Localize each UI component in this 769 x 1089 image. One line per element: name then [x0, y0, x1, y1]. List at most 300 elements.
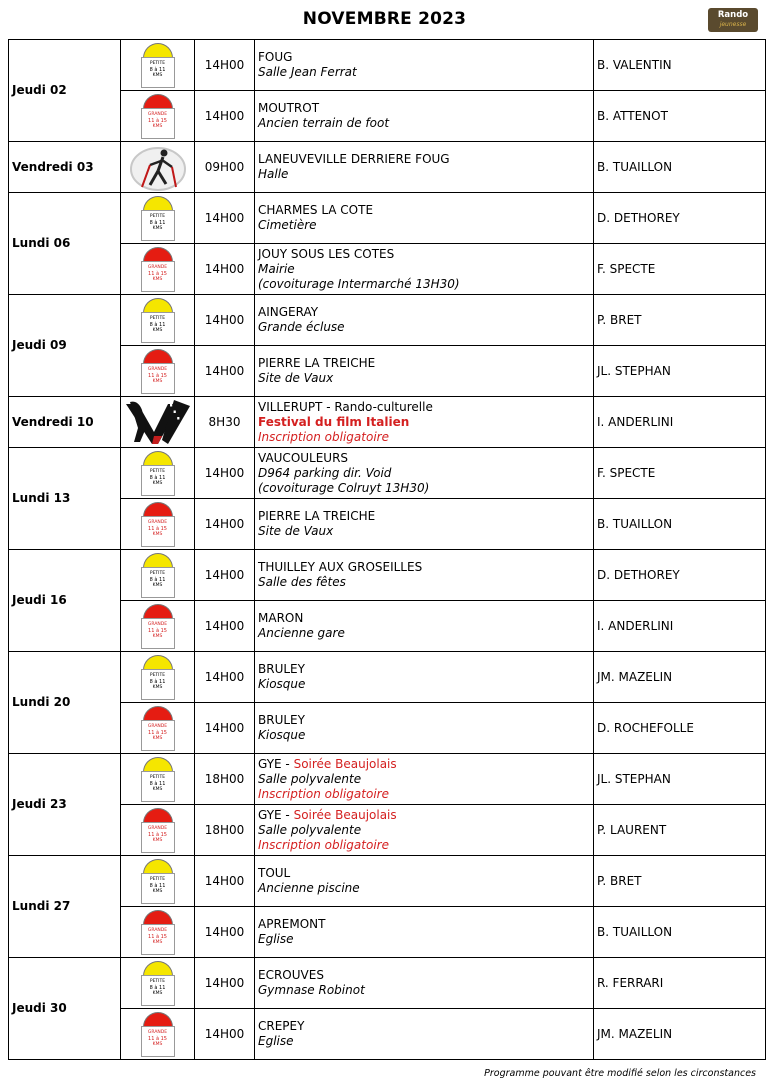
place-line	[258, 757, 593, 772]
event-highlight: Soirée Beaujolais	[293, 756, 397, 771]
time-cell: 14H00	[195, 499, 255, 550]
marker-name: GRANDE	[147, 111, 168, 117]
place-line	[258, 626, 593, 641]
place-line-text: Eglise	[258, 1034, 294, 1048]
marker-range: 11 à 15	[148, 831, 167, 838]
place-line	[258, 524, 593, 539]
marker-cap	[143, 859, 173, 874]
place-line	[258, 728, 593, 743]
icon-cell	[121, 907, 195, 958]
marker-name: GRANDE	[147, 927, 168, 933]
place-line	[258, 772, 593, 787]
marker-unit: KMS	[152, 735, 163, 741]
day-cell: Jeudi 30	[9, 958, 121, 1060]
marker-range: 11 à 15	[148, 372, 167, 379]
place-line-text: PIERRE LA TREICHE	[258, 356, 376, 370]
marker-post	[141, 57, 175, 88]
place-line	[258, 823, 593, 838]
grande-marker-icon	[141, 247, 175, 292]
petite-marker-icon	[141, 859, 175, 904]
place-line-text: CREPEY	[258, 1019, 305, 1033]
place-line-text: Inscription obligatoire	[258, 837, 389, 852]
icon-cell	[121, 805, 195, 856]
film-festival-icon	[124, 398, 192, 446]
petite-marker-icon	[141, 298, 175, 343]
marker-post	[141, 363, 175, 394]
place-cell	[255, 1009, 594, 1060]
place-cell	[255, 499, 594, 550]
place-line	[258, 371, 593, 386]
time-cell: 18H00	[195, 754, 255, 805]
marker-range: 8 à 11	[149, 66, 166, 73]
place-line	[258, 247, 593, 262]
place-line-text: MOUTROT	[258, 101, 320, 115]
guide-cell: D. DETHOREY	[594, 193, 766, 244]
schedule-table	[8, 39, 766, 1060]
marker-unit: KMS	[152, 1041, 163, 1047]
place-cell	[255, 244, 594, 295]
marker-unit: KMS	[152, 72, 163, 78]
guide-cell: B. ATTENOT	[594, 91, 766, 142]
place-cell	[255, 295, 594, 346]
marker-post	[141, 822, 175, 853]
marker-range: 8 à 11	[149, 576, 166, 583]
place-line	[258, 451, 593, 466]
place-line-text: Cimetière	[258, 218, 317, 232]
time-cell: 14H00	[195, 652, 255, 703]
marker-post	[141, 567, 175, 598]
time-cell: 14H00	[195, 907, 255, 958]
marker-name: GRANDE	[147, 366, 168, 372]
marker-unit: KMS	[152, 990, 163, 996]
guide-cell: I. ANDERLINI	[594, 601, 766, 652]
marker-post	[141, 312, 175, 343]
place-line	[258, 167, 593, 182]
icon-cell	[121, 295, 195, 346]
marker-unit: KMS	[152, 888, 163, 894]
marker-cap	[143, 553, 173, 568]
table-row	[9, 295, 766, 346]
place-cell	[255, 754, 594, 805]
guide-cell: D. ROCHEFOLLE	[594, 703, 766, 754]
marker-post	[141, 516, 175, 547]
table-row	[9, 142, 766, 193]
time-cell: 14H00	[195, 448, 255, 499]
guide-cell: B. VALENTIN	[594, 40, 766, 91]
place-line-text: THUILLEY AUX GROSEILLES	[258, 560, 423, 574]
place-line	[258, 662, 593, 677]
time-cell: 14H00	[195, 856, 255, 907]
marker-post	[141, 261, 175, 292]
nordic-walker-icon	[128, 143, 188, 191]
marker-name: GRANDE	[147, 264, 168, 270]
guide-cell: D. DETHOREY	[594, 550, 766, 601]
grande-marker-icon	[141, 502, 175, 547]
time-cell: 14H00	[195, 193, 255, 244]
marker-cap	[143, 196, 173, 211]
guide-cell: F. SPECTE	[594, 448, 766, 499]
place-line	[258, 415, 593, 430]
marker-unit: KMS	[152, 531, 163, 537]
table-row	[9, 244, 766, 295]
place-line-text: APREMONT	[258, 917, 326, 931]
place-line	[258, 560, 593, 575]
time-cell: 14H00	[195, 244, 255, 295]
place-line	[258, 983, 593, 998]
time-cell: 14H00	[195, 601, 255, 652]
icon-cell	[121, 958, 195, 1009]
place-line	[258, 400, 593, 415]
place-line	[258, 116, 593, 131]
place-line-text: Eglise	[258, 932, 294, 946]
icon-cell	[121, 142, 195, 193]
logo-line-2: jeunesse	[719, 21, 747, 28]
icon-cell	[121, 703, 195, 754]
marker-name: PETITE	[149, 774, 166, 780]
marker-post	[141, 669, 175, 700]
place-line-text: BRULEY	[258, 662, 305, 676]
marker-range: 11 à 15	[148, 525, 167, 532]
place-line	[258, 356, 593, 371]
time-cell: 14H00	[195, 550, 255, 601]
day-cell: Lundi 06	[9, 193, 121, 295]
place-line-text: BRULEY	[258, 713, 305, 727]
marker-name: GRANDE	[147, 723, 168, 729]
place-line-text: VILLERUPT - Rando-culturelle	[258, 399, 433, 414]
place-line-text: Kiosque	[258, 677, 306, 691]
petite-marker-icon	[141, 655, 175, 700]
place-line	[258, 203, 593, 218]
marker-range: 11 à 15	[148, 117, 167, 124]
marker-name: PETITE	[149, 60, 166, 66]
place-line	[258, 50, 593, 65]
place-line-text: MARON	[258, 611, 304, 625]
table-row	[9, 91, 766, 142]
icon-cell	[121, 499, 195, 550]
marker-post	[141, 924, 175, 955]
marker-post	[141, 618, 175, 649]
place-line-text: Kiosque	[258, 728, 306, 742]
place-line-text: Salle des fêtes	[258, 575, 346, 589]
marker-post	[141, 975, 175, 1006]
icon-cell	[121, 550, 195, 601]
day-cell: Jeudi 23	[9, 754, 121, 856]
place-line-text: PIERRE LA TREICHE	[258, 509, 376, 523]
table-row	[9, 346, 766, 397]
day-cell: Jeudi 02	[9, 40, 121, 142]
marker-range: 8 à 11	[149, 882, 166, 889]
place-line	[258, 152, 593, 167]
icon-cell	[121, 193, 195, 244]
place-line	[258, 575, 593, 590]
time-cell: 14H00	[195, 295, 255, 346]
table-row	[9, 703, 766, 754]
marker-unit: KMS	[152, 633, 163, 639]
place-line-text: Mairie	[258, 261, 295, 276]
place-line	[258, 838, 593, 853]
place-line	[258, 866, 593, 881]
marker-name: PETITE	[149, 213, 166, 219]
marker-range: 8 à 11	[149, 678, 166, 685]
place-line-text: CHARMES LA COTE	[258, 203, 374, 217]
time-cell: 09H00	[195, 142, 255, 193]
place-line-text: TOUL	[258, 866, 291, 880]
marker-name: GRANDE	[147, 621, 168, 627]
table-row	[9, 805, 766, 856]
marker-unit: KMS	[152, 939, 163, 945]
place-line-text: (covoiturage Intermarché 13H30)	[258, 276, 460, 291]
place-line	[258, 713, 593, 728]
table-row	[9, 601, 766, 652]
place-line-text: Gymnase Robinot	[258, 983, 365, 997]
place-cell	[255, 346, 594, 397]
marker-post	[141, 108, 175, 139]
place-line-text: (covoiturage Colruyt 13H30)	[258, 480, 430, 495]
place-line	[258, 305, 593, 320]
icon-cell	[121, 754, 195, 805]
place-line	[258, 218, 593, 233]
table-row	[9, 193, 766, 244]
marker-name: PETITE	[149, 315, 166, 321]
table-row	[9, 40, 766, 91]
place-line-text: Ancienne gare	[258, 626, 345, 640]
guide-cell: F. SPECTE	[594, 244, 766, 295]
marker-unit: KMS	[152, 327, 163, 333]
marker-cap	[143, 706, 173, 721]
marker-range: 8 à 11	[149, 474, 166, 481]
table-row	[9, 499, 766, 550]
marker-unit: KMS	[152, 225, 163, 231]
place-line	[258, 430, 593, 445]
marker-cap	[143, 451, 173, 466]
icon-cell	[121, 601, 195, 652]
petite-marker-icon	[141, 757, 175, 802]
place-cell	[255, 805, 594, 856]
guide-cell: JL. STEPHAN	[594, 754, 766, 805]
place-line	[258, 1034, 593, 1049]
marker-range: 8 à 11	[149, 780, 166, 787]
place-line-text: Salle polyvalente	[258, 822, 362, 837]
marker-cap	[143, 247, 173, 262]
marker-unit: KMS	[152, 786, 163, 792]
place-line	[258, 932, 593, 947]
place-cell	[255, 448, 594, 499]
place-cell	[255, 958, 594, 1009]
marker-cap	[143, 43, 173, 58]
guide-cell: P. BRET	[594, 856, 766, 907]
place-line	[258, 787, 593, 802]
place-line-text: D964 parking dir. Void	[258, 465, 392, 480]
club-logo	[708, 8, 758, 32]
table-row	[9, 448, 766, 499]
place-line-text: FOUG	[258, 50, 293, 64]
place-cell	[255, 142, 594, 193]
place-line-text: GYE -	[258, 756, 294, 771]
marker-unit: KMS	[152, 276, 163, 282]
table-row	[9, 652, 766, 703]
place-line	[258, 262, 593, 277]
guide-cell: P. LAURENT	[594, 805, 766, 856]
time-cell: 14H00	[195, 1009, 255, 1060]
grande-marker-icon	[141, 1012, 175, 1057]
place-line	[258, 509, 593, 524]
place-cell	[255, 856, 594, 907]
marker-range: 8 à 11	[149, 984, 166, 991]
marker-unit: KMS	[152, 582, 163, 588]
guide-cell: B. TUAILLON	[594, 499, 766, 550]
place-line-text: Inscription obligatoire	[258, 429, 389, 444]
marker-name: PETITE	[149, 876, 166, 882]
place-line-text: Halle	[258, 167, 289, 181]
place-cell	[255, 652, 594, 703]
guide-cell: R. FERRARI	[594, 958, 766, 1009]
day-cell: Vendredi 03	[9, 142, 121, 193]
marker-cap	[143, 298, 173, 313]
marker-range: 11 à 15	[148, 729, 167, 736]
marker-name: PETITE	[149, 468, 166, 474]
footer-note: Programme pouvant être modifié selon les circonstances	[484, 1068, 756, 1079]
time-cell: 14H00	[195, 346, 255, 397]
guide-cell: I. ANDERLINI	[594, 397, 766, 448]
place-line-text: JOUY SOUS LES COTES	[258, 246, 395, 261]
grande-marker-icon	[141, 604, 175, 649]
grande-marker-icon	[141, 808, 175, 853]
table-row	[9, 397, 766, 448]
place-cell	[255, 193, 594, 244]
day-cell: Lundi 27	[9, 856, 121, 958]
marker-cap	[143, 604, 173, 619]
place-cell	[255, 601, 594, 652]
marker-post	[141, 771, 175, 802]
marker-name: GRANDE	[147, 519, 168, 525]
place-line	[258, 277, 593, 292]
place-line-text: Festival du film Italien	[258, 414, 410, 429]
time-cell: 14H00	[195, 91, 255, 142]
marker-unit: KMS	[152, 378, 163, 384]
marker-range: 8 à 11	[149, 321, 166, 328]
place-line	[258, 611, 593, 626]
place-line	[258, 101, 593, 116]
place-line	[258, 320, 593, 335]
marker-range: 11 à 15	[148, 270, 167, 277]
marker-post	[141, 465, 175, 496]
place-line	[258, 881, 593, 896]
time-cell: 14H00	[195, 40, 255, 91]
place-cell	[255, 40, 594, 91]
time-cell: 14H00	[195, 703, 255, 754]
marker-range: 11 à 15	[148, 933, 167, 940]
marker-unit: KMS	[152, 480, 163, 486]
place-cell	[255, 91, 594, 142]
petite-marker-icon	[141, 43, 175, 88]
place-cell	[255, 550, 594, 601]
marker-name: GRANDE	[147, 825, 168, 831]
logo-line-1: Rando	[717, 10, 749, 20]
place-line-text: Inscription obligatoire	[258, 786, 389, 801]
place-line	[258, 677, 593, 692]
petite-marker-icon	[141, 553, 175, 598]
marker-cap	[143, 808, 173, 823]
guide-cell: B. TUAILLON	[594, 907, 766, 958]
time-cell: 8H30	[195, 397, 255, 448]
table-row	[9, 754, 766, 805]
place-line	[258, 917, 593, 932]
icon-cell	[121, 346, 195, 397]
place-line-text: LANEUVEVILLE DERRIERE FOUG	[258, 152, 450, 166]
place-line-text: Ancien terrain de foot	[258, 116, 390, 130]
day-cell: Vendredi 10	[9, 397, 121, 448]
marker-cap	[143, 1012, 173, 1027]
marker-range: 8 à 11	[149, 219, 166, 226]
marker-post	[141, 1026, 175, 1057]
place-line	[258, 65, 593, 80]
marker-cap	[143, 910, 173, 925]
guide-cell: JM. MAZELIN	[594, 1009, 766, 1060]
place-line-text: AINGERAY	[258, 305, 319, 319]
icon-cell	[121, 448, 195, 499]
place-line-text: Ancienne piscine	[258, 881, 360, 895]
marker-cap	[143, 655, 173, 670]
marker-cap	[143, 502, 173, 517]
place-line-text: GYE -	[258, 807, 294, 822]
icon-cell	[121, 40, 195, 91]
marker-name: GRANDE	[147, 1029, 168, 1035]
marker-cap	[143, 757, 173, 772]
place-line-text: Salle polyvalente	[258, 771, 362, 786]
marker-post	[141, 210, 175, 241]
place-cell	[255, 907, 594, 958]
time-cell: 18H00	[195, 805, 255, 856]
day-cell: Lundi 13	[9, 448, 121, 550]
page-title: NOVEMBRE 2023	[302, 9, 467, 29]
place-line-text: Site de Vaux	[258, 524, 334, 538]
day-cell: Jeudi 09	[9, 295, 121, 397]
place-line-text: Grande écluse	[258, 320, 345, 334]
grande-marker-icon	[141, 706, 175, 751]
marker-unit: KMS	[152, 123, 163, 129]
time-cell: 14H00	[195, 958, 255, 1009]
marker-range: 11 à 15	[148, 627, 167, 634]
marker-post	[141, 873, 175, 904]
marker-name: PETITE	[149, 672, 166, 678]
marker-cap	[143, 961, 173, 976]
icon-cell	[121, 1009, 195, 1060]
marker-name: PETITE	[149, 570, 166, 576]
place-line	[258, 968, 593, 983]
petite-marker-icon	[141, 196, 175, 241]
event-highlight: Soirée Beaujolais	[293, 807, 397, 822]
marker-unit: KMS	[152, 684, 163, 690]
table-row	[9, 1009, 766, 1060]
place-line-text: Salle Jean Ferrat	[258, 65, 357, 79]
marker-cap	[143, 94, 173, 109]
marker-cap	[143, 349, 173, 364]
place-line-text: ECROUVES	[258, 968, 324, 982]
grande-marker-icon	[141, 94, 175, 139]
day-cell: Jeudi 16	[9, 550, 121, 652]
guide-cell: JM. MAZELIN	[594, 652, 766, 703]
place-line	[258, 481, 593, 496]
icon-cell	[121, 652, 195, 703]
place-line	[258, 466, 593, 481]
guide-cell: P. BRET	[594, 295, 766, 346]
guide-cell: B. TUAILLON	[594, 142, 766, 193]
icon-cell	[121, 244, 195, 295]
icon-cell	[121, 397, 195, 448]
marker-unit: KMS	[152, 837, 163, 843]
day-cell: Lundi 20	[9, 652, 121, 754]
table-row	[9, 856, 766, 907]
